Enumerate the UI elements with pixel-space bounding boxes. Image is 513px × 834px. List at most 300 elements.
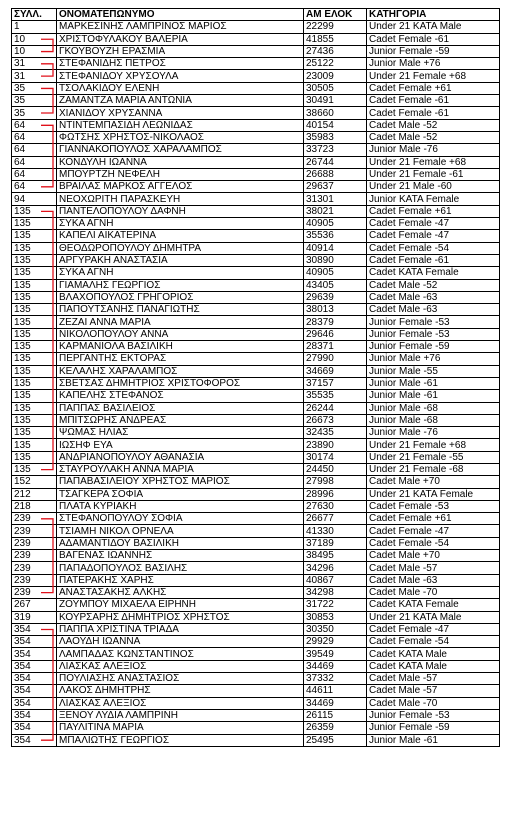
category-cell: Under 21 Female -61 — [367, 168, 500, 180]
member-id-cell: 27990 — [304, 353, 367, 365]
category-cell: Cadet Female +61 — [367, 513, 500, 525]
table-row — [12, 156, 500, 168]
table-row — [12, 365, 500, 377]
club-cell: 64 — [12, 156, 57, 168]
table-row — [12, 673, 500, 685]
category-cell: Cadet KATA Female — [367, 267, 500, 279]
category-cell: Junior Female -59 — [367, 45, 500, 57]
name-cell: ΚΑΡΜΑΝΙΟΛΑ ΒΑΣΙΛΙΚΗ — [57, 341, 304, 353]
name-cell: ΠΑΠΑΔΟΠΟΥΛΟΣ ΒΑΣΙΛΗΣ — [57, 562, 304, 574]
member-id-cell: 29639 — [304, 291, 367, 303]
member-id-cell: 26244 — [304, 402, 367, 414]
name-cell: ΙΩΣΗΦ ΕΥΑ — [57, 439, 304, 451]
name-cell: ΓΚΟΥΒΟΥΖΗ ΕΡΑΣΜΙΑ — [57, 45, 304, 57]
category-cell: Cadet Male -63 — [367, 304, 500, 316]
category-cell: Cadet Female -61 — [367, 254, 500, 266]
name-cell: ΠΑΠΠΑ ΧΡΙΣΤΙΝΑ ΤΡΙΑΔΑ — [57, 623, 304, 635]
club-cell: 239 — [12, 562, 57, 574]
member-id-cell: 35983 — [304, 131, 367, 143]
club-cell: 135 — [12, 427, 57, 439]
club-cell: 64 — [12, 131, 57, 143]
name-cell: ΚΕΛΑΛΗΣ ΧΑΡΑΛΑΜΠΟΣ — [57, 365, 304, 377]
header-full-name: ΟΝΟΜΑΤΕΠΩΝΥΜΟ — [57, 9, 304, 21]
club-cell: 354 — [12, 685, 57, 697]
table-row — [12, 500, 500, 512]
name-cell: ΑΝΔΡΙΑΝΟΠΟΥΛΟΥ ΑΘΑΝΑΣΙΑ — [57, 451, 304, 463]
table-row — [12, 562, 500, 574]
category-cell: Cadet Male -63 — [367, 291, 500, 303]
club-cell: 135 — [12, 414, 57, 426]
club-cell: 1 — [12, 21, 57, 33]
table-row — [12, 304, 500, 316]
header-category: ΚΑΤΗΓΟΡΙΑ — [367, 9, 500, 21]
name-cell: ΜΠΟΥΡΤΖΗ ΝΕΦΕΛΗ — [57, 168, 304, 180]
name-cell: ΛΙΑΣΚΑΣ ΑΛΕΞΙΟΣ — [57, 697, 304, 709]
name-cell: ΓΙΑΜΑΛΗΣ ΓΕΩΡΓΙΟΣ — [57, 279, 304, 291]
club-cell: 135 — [12, 291, 57, 303]
category-cell: Under 21 KATA Male — [367, 611, 500, 623]
club-cell: 135 — [12, 218, 57, 230]
table-row — [12, 291, 500, 303]
table-row — [12, 95, 500, 107]
table-row — [12, 463, 500, 475]
club-cell: 354 — [12, 636, 57, 648]
category-cell: Junior Female -53 — [367, 328, 500, 340]
member-id-cell: 32435 — [304, 427, 367, 439]
category-cell: Under 21 Female -68 — [367, 463, 500, 475]
table-row — [12, 648, 500, 660]
category-cell: Junior Female -53 — [367, 316, 500, 328]
club-cell: 135 — [12, 230, 57, 242]
member-id-cell: 33723 — [304, 144, 367, 156]
member-id-cell: 30491 — [304, 95, 367, 107]
category-cell: Cadet Female -47 — [367, 623, 500, 635]
member-id-cell: 30350 — [304, 623, 367, 635]
category-cell: Under 21 KATA Male — [367, 21, 500, 33]
table-row — [12, 377, 500, 389]
table-row — [12, 168, 500, 180]
category-cell: Cadet Female -61 — [367, 33, 500, 45]
table-row — [12, 697, 500, 709]
category-cell: Cadet Male -70 — [367, 586, 500, 598]
member-id-cell: 23890 — [304, 439, 367, 451]
table-row — [12, 341, 500, 353]
table-row — [12, 328, 500, 340]
name-cell: ΠΑΠΟΥΤΣΑΝΗΣ ΠΑΝΑΓΙΩΤΗΣ — [57, 304, 304, 316]
category-cell: Junior Male -61 — [367, 377, 500, 389]
table-row — [12, 390, 500, 402]
club-cell: 35 — [12, 95, 57, 107]
name-cell: ΠΑΝΤΕΛΟΠΟΥΛΟΥ ΔΑΦΝΗ — [57, 205, 304, 217]
category-cell: Cadet KATA Male — [367, 648, 500, 660]
member-id-cell: 29637 — [304, 181, 367, 193]
member-id-cell: 40154 — [304, 119, 367, 131]
category-cell: Cadet Female -54 — [367, 537, 500, 549]
category-cell: Under 21 Female +68 — [367, 70, 500, 82]
club-cell: 354 — [12, 722, 57, 734]
table-row — [12, 525, 500, 537]
table-row — [12, 82, 500, 94]
category-cell: Cadet Female +61 — [367, 82, 500, 94]
category-cell: Cadet Female -54 — [367, 242, 500, 254]
table-row — [12, 414, 500, 426]
club-cell: 64 — [12, 181, 57, 193]
name-cell: ΖΕΖΑΙ ΑΝΝΑ ΜΑΡΙΑ — [57, 316, 304, 328]
club-cell: 354 — [12, 709, 57, 721]
name-cell: ΝΙΚΟΛΟΠΟΥΛΟΥ ΑΝΝΑ — [57, 328, 304, 340]
club-cell: 135 — [12, 242, 57, 254]
member-id-cell: 22299 — [304, 21, 367, 33]
name-cell: ΠΑΠΠΑΣ ΒΑΣΙΛΕΙΟΣ — [57, 402, 304, 414]
club-cell: 94 — [12, 193, 57, 205]
member-id-cell: 30174 — [304, 451, 367, 463]
member-id-cell: 25495 — [304, 734, 367, 746]
name-cell: ΜΠΙΤΣΩΡΗΣ ΑΝΔΡΕΑΣ — [57, 414, 304, 426]
name-cell: ΒΡΑΙΛΑΣ ΜΑΡΚΟΣ ΑΓΓΕΛΟΣ — [57, 181, 304, 193]
club-cell: 31 — [12, 58, 57, 70]
member-id-cell: 43405 — [304, 279, 367, 291]
table-row — [12, 599, 500, 611]
club-cell: 239 — [12, 586, 57, 598]
club-cell: 10 — [12, 45, 57, 57]
category-cell: Junior Male +76 — [367, 58, 500, 70]
name-cell: ΑΝΑΣΤΑΣΑΚΗΣ ΑΛΚΗΣ — [57, 586, 304, 598]
name-cell: ΣΥΚΑ ΑΓΝΗ — [57, 218, 304, 230]
member-id-cell: 25122 — [304, 58, 367, 70]
category-cell: Cadet KATA Female — [367, 599, 500, 611]
table-row — [12, 33, 500, 45]
table-row — [12, 611, 500, 623]
club-cell: 135 — [12, 377, 57, 389]
member-id-cell: 41855 — [304, 33, 367, 45]
name-cell: ΘΕΟΔΩΡΟΠΟΥΛΟΥ ΔΗΜΗΤΡΑ — [57, 242, 304, 254]
club-cell: 152 — [12, 476, 57, 488]
category-cell: Cadet Male -52 — [367, 119, 500, 131]
table-row — [12, 181, 500, 193]
category-cell: Cadet Female -47 — [367, 218, 500, 230]
member-id-cell: 30890 — [304, 254, 367, 266]
club-cell: 354 — [12, 673, 57, 685]
name-cell: ΚΑΠΕΛΗΣ ΣΤΕΦΑΝΟΣ — [57, 390, 304, 402]
name-cell: ΑΡΓΥΡΑΚΗ ΑΝΑΣΤΑΣΙΑ — [57, 254, 304, 266]
name-cell: ΠΟΥΛΙΑΣΗΣ ΑΝΑΣΤΑΣΙΟΣ — [57, 673, 304, 685]
table-row — [12, 205, 500, 217]
club-cell: 239 — [12, 537, 57, 549]
category-cell: Cadet Female -47 — [367, 525, 500, 537]
name-cell: ΣΒΕΤΣΑΣ ΔΗΜΗΤΡΙΟΣ ΧΡΙΣΤΟΦΟΡΟΣ — [57, 377, 304, 389]
club-cell: 267 — [12, 599, 57, 611]
name-cell: ΛΑΚΟΣ ΔΗΜΗΤΡΗΣ — [57, 685, 304, 697]
member-id-cell: 26673 — [304, 414, 367, 426]
name-cell: ΚΟΥΡΣΑΡΗΣ ΔΗΜΗΤΡΙΟΣ ΧΡΗΣΤΟΣ — [57, 611, 304, 623]
member-id-cell: 40867 — [304, 574, 367, 586]
name-cell: ΧΙΑΝΙΔΟΥ ΧΡΥΣΑΝΝΑ — [57, 107, 304, 119]
name-cell: ΣΤΕΦΑΝΙΔΟΥ ΧΡΥΣΟΥΛΑ — [57, 70, 304, 82]
member-id-cell: 40905 — [304, 267, 367, 279]
category-cell: Junior Male -76 — [367, 144, 500, 156]
club-cell: 212 — [12, 488, 57, 500]
club-cell: 135 — [12, 463, 57, 475]
club-cell: 354 — [12, 660, 57, 672]
member-id-cell: 26688 — [304, 168, 367, 180]
name-cell: ΛΑΜΠΑΔΑΣ ΚΩΝΣΤΑΝΤΙΝΟΣ — [57, 648, 304, 660]
category-cell: Cadet Male +70 — [367, 476, 500, 488]
name-cell: ΒΛΑΧΟΠΟΥΛΟΣ ΓΡΗΓΟΡΙΟΣ — [57, 291, 304, 303]
category-cell: Cadet Male -70 — [367, 697, 500, 709]
name-cell: ΠΑΠΑΒΑΣΙΛΕΙΟΥ ΧΡΗΣΤΟΣ ΜΑΡΙΟΣ — [57, 476, 304, 488]
table-row — [12, 427, 500, 439]
table-row — [12, 685, 500, 697]
member-id-cell: 41330 — [304, 525, 367, 537]
table-row — [12, 488, 500, 500]
name-cell: ΓΙΑΝΝΑΚΟΠΟΥΛΟΣ ΧΑΡΑΛΑΜΠΟΣ — [57, 144, 304, 156]
name-cell: ΧΡΙΣΤΟΦΥΛΑΚΟΥ ΒΑΛΕΡΙΑ — [57, 33, 304, 45]
name-cell: ΒΑΓΕΝΑΣ ΙΩΑΝΝΗΣ — [57, 550, 304, 562]
table-row — [12, 636, 500, 648]
table-row — [12, 734, 500, 746]
name-cell: ΝΕΟΧΩΡΙΤΗ ΠΑΡΑΣΚΕΥΗ — [57, 193, 304, 205]
club-cell: 135 — [12, 451, 57, 463]
name-cell: ΣΤΑΥΡΟΥΛΑΚΗ ΑΝΝΑ ΜΑΡΙΑ — [57, 463, 304, 475]
member-id-cell: 37189 — [304, 537, 367, 549]
name-cell: ΜΑΡΚΕΣΙΝΗΣ ΛΑΜΠΡΙΝΟΣ ΜΑΡΙΟΣ — [57, 21, 304, 33]
member-id-cell: 38013 — [304, 304, 367, 316]
table-row — [12, 193, 500, 205]
club-cell: 218 — [12, 500, 57, 512]
category-cell: Under 21 KATA Female — [367, 488, 500, 500]
member-id-cell: 38495 — [304, 550, 367, 562]
header-row — [12, 9, 500, 21]
registration-table — [11, 8, 500, 747]
table-row — [12, 316, 500, 328]
name-cell: ΤΣΙΑΜΗ ΝΙΚΟΛ ΟΡΝΕΛΑ — [57, 525, 304, 537]
category-cell: Junior Male -61 — [367, 390, 500, 402]
member-id-cell: 27436 — [304, 45, 367, 57]
category-cell: Junior Male -61 — [367, 734, 500, 746]
name-cell: ΞΕΝΟΥ ΛΥΔΙΑ ΛΑΜΠΡΙΝΗ — [57, 709, 304, 721]
category-cell: Cadet Male +70 — [367, 550, 500, 562]
member-id-cell: 26677 — [304, 513, 367, 525]
category-cell: Under 21 Female +68 — [367, 439, 500, 451]
club-cell: 64 — [12, 144, 57, 156]
category-cell: Cadet KATA Male — [367, 660, 500, 672]
member-id-cell: 31722 — [304, 599, 367, 611]
table-row — [12, 537, 500, 549]
member-id-cell: 44611 — [304, 685, 367, 697]
member-id-cell: 34469 — [304, 660, 367, 672]
club-cell: 135 — [12, 267, 57, 279]
header-club: ΣΥΛΛ. — [12, 9, 57, 21]
club-cell: 135 — [12, 402, 57, 414]
table-row — [12, 353, 500, 365]
member-id-cell: 27630 — [304, 500, 367, 512]
table-row — [12, 254, 500, 266]
club-cell: 135 — [12, 328, 57, 340]
name-cell: ΤΣΟΛΑΚΙΔΟΥ ΕΛΕΝΗ — [57, 82, 304, 94]
table-row — [12, 476, 500, 488]
member-id-cell: 35535 — [304, 390, 367, 402]
club-cell: 135 — [12, 316, 57, 328]
club-cell: 135 — [12, 254, 57, 266]
member-id-cell: 40905 — [304, 218, 367, 230]
club-cell: 35 — [12, 82, 57, 94]
table-row — [12, 513, 500, 525]
club-cell: 239 — [12, 513, 57, 525]
category-cell: Cadet Female -47 — [367, 230, 500, 242]
table-row — [12, 58, 500, 70]
member-id-cell: 34298 — [304, 586, 367, 598]
club-cell: 35 — [12, 107, 57, 119]
club-cell: 135 — [12, 365, 57, 377]
category-cell: Cadet Female +61 — [367, 205, 500, 217]
member-id-cell: 30853 — [304, 611, 367, 623]
member-id-cell: 34669 — [304, 365, 367, 377]
member-id-cell: 31301 — [304, 193, 367, 205]
name-cell: ΑΔΑΜΑΝΤΙΔΟΥ ΒΑΣΙΛΙΚΗ — [57, 537, 304, 549]
table-row — [12, 218, 500, 230]
member-id-cell: 40914 — [304, 242, 367, 254]
category-cell: Cadet Male -57 — [367, 562, 500, 574]
club-cell: 354 — [12, 648, 57, 660]
member-id-cell: 27998 — [304, 476, 367, 488]
club-cell: 135 — [12, 390, 57, 402]
table-row — [12, 45, 500, 57]
table-row — [12, 439, 500, 451]
category-cell: Junior KATA Female — [367, 193, 500, 205]
club-cell: 239 — [12, 525, 57, 537]
club-cell: 239 — [12, 574, 57, 586]
category-cell: Cadet Male -63 — [367, 574, 500, 586]
table-row — [12, 722, 500, 734]
member-id-cell: 29929 — [304, 636, 367, 648]
category-cell: Cadet Female -53 — [367, 500, 500, 512]
table-row — [12, 21, 500, 33]
name-cell: ΣΤΕΦΑΝΟΠΟΥΛΟΥ ΣΟΦΙΑ — [57, 513, 304, 525]
name-cell: ΦΩΤΣΗΣ ΧΡΗΣΤΟΣ-ΝΙΚΟΛΑΟΣ — [57, 131, 304, 143]
club-cell: 64 — [12, 168, 57, 180]
table-row — [12, 574, 500, 586]
member-id-cell: 28996 — [304, 488, 367, 500]
club-cell: 10 — [12, 33, 57, 45]
category-cell: Junior Male -68 — [367, 402, 500, 414]
member-id-cell: 26359 — [304, 722, 367, 734]
table-row — [12, 660, 500, 672]
club-cell: 31 — [12, 70, 57, 82]
category-cell: Under 21 Female +68 — [367, 156, 500, 168]
category-cell: Junior Female -59 — [367, 722, 500, 734]
table-row — [12, 451, 500, 463]
table-row — [12, 144, 500, 156]
table-row — [12, 402, 500, 414]
member-id-cell: 30505 — [304, 82, 367, 94]
member-id-cell: 34296 — [304, 562, 367, 574]
category-cell: Cadet Male -57 — [367, 673, 500, 685]
name-cell: ΛΑΟΥΔΗ ΙΩΑΝΝΑ — [57, 636, 304, 648]
table-row — [12, 623, 500, 635]
category-cell: Junior Male +76 — [367, 353, 500, 365]
table-row — [12, 107, 500, 119]
member-id-cell: 23009 — [304, 70, 367, 82]
table-row — [12, 267, 500, 279]
member-id-cell: 39549 — [304, 648, 367, 660]
member-id-cell: 28379 — [304, 316, 367, 328]
category-cell: Junior Male -55 — [367, 365, 500, 377]
table-row — [12, 550, 500, 562]
category-cell: Junior Female -53 — [367, 709, 500, 721]
table-row — [12, 70, 500, 82]
table-body — [12, 21, 500, 747]
name-cell: ΚΟΝΔΥΛΗ ΙΩΑΝΝΑ — [57, 156, 304, 168]
member-id-cell: 35536 — [304, 230, 367, 242]
member-id-cell: 34469 — [304, 697, 367, 709]
name-cell: ΖΟΥΜΠΟΥ ΜΙΧΑΕΛΑ ΕΙΡΗΝΗ — [57, 599, 304, 611]
table-row — [12, 131, 500, 143]
name-cell: ΚΑΠΕΛΙ ΑΙΚΑΤΕΡΙΝΑ — [57, 230, 304, 242]
club-cell: 64 — [12, 119, 57, 131]
table-row — [12, 586, 500, 598]
registration-sheet — [11, 8, 500, 747]
club-cell: 135 — [12, 353, 57, 365]
member-id-cell: 29646 — [304, 328, 367, 340]
table-row — [12, 279, 500, 291]
name-cell: ΝΤΙΝΤΕΜΠΑΣΙΔΗ ΛΕΩΝΙΔΑΣ — [57, 119, 304, 131]
club-cell: 319 — [12, 611, 57, 623]
name-cell: ΠΑΤΕΡΑΚΗΣ ΧΑΡΗΣ — [57, 574, 304, 586]
club-cell: 354 — [12, 734, 57, 746]
member-id-cell: 37157 — [304, 377, 367, 389]
club-cell: 354 — [12, 623, 57, 635]
club-cell: 354 — [12, 697, 57, 709]
header-member-id: ΑΜ ΕΛΟΚ — [304, 9, 367, 21]
category-cell: Cadet Male -52 — [367, 131, 500, 143]
category-cell: Junior Female -59 — [367, 341, 500, 353]
name-cell: ΣΥΚΑ ΑΓΝΗ — [57, 267, 304, 279]
category-cell: Junior Male -68 — [367, 414, 500, 426]
category-cell: Under 21 Male -60 — [367, 181, 500, 193]
category-cell: Cadet Female -61 — [367, 107, 500, 119]
name-cell: ΖΑΜΑΝΤΖΑ ΜΑΡΙΑ ΑΝΤΩΝΙΑ — [57, 95, 304, 107]
category-cell: Junior Male -76 — [367, 427, 500, 439]
club-cell: 239 — [12, 550, 57, 562]
category-cell: Cadet Female -54 — [367, 636, 500, 648]
club-cell: 135 — [12, 304, 57, 316]
table-row — [12, 230, 500, 242]
club-cell: 135 — [12, 439, 57, 451]
category-cell: Cadet Male -52 — [367, 279, 500, 291]
club-cell: 135 — [12, 341, 57, 353]
member-id-cell: 37332 — [304, 673, 367, 685]
member-id-cell: 26744 — [304, 156, 367, 168]
name-cell: ΠΛΑΤΑ ΚΥΡΙΑΚΗ — [57, 500, 304, 512]
name-cell: ΠΑΥΛΙΤΙΝΑ ΜΑΡΙΑ — [57, 722, 304, 734]
category-cell: Cadet Male -57 — [367, 685, 500, 697]
member-id-cell: 38660 — [304, 107, 367, 119]
club-cell: 135 — [12, 205, 57, 217]
name-cell: ΤΣΑΓΚΕΡΑ ΣΟΦΙΑ — [57, 488, 304, 500]
category-cell: Cadet Female -61 — [367, 95, 500, 107]
table-row — [12, 709, 500, 721]
member-id-cell: 28371 — [304, 341, 367, 353]
table-row — [12, 242, 500, 254]
member-id-cell: 38021 — [304, 205, 367, 217]
member-id-cell: 26115 — [304, 709, 367, 721]
category-cell: Under 21 Female -55 — [367, 451, 500, 463]
name-cell: ΣΤΕΦΑΝΙΔΗΣ ΠΕΤΡΟΣ — [57, 58, 304, 70]
table-row — [12, 119, 500, 131]
name-cell: ΠΕΡΓΑΝΤΗΣ ΕΚΤΟΡΑΣ — [57, 353, 304, 365]
club-cell: 135 — [12, 279, 57, 291]
name-cell: ΨΩΜΑΣ ΗΛΙΑΣ — [57, 427, 304, 439]
